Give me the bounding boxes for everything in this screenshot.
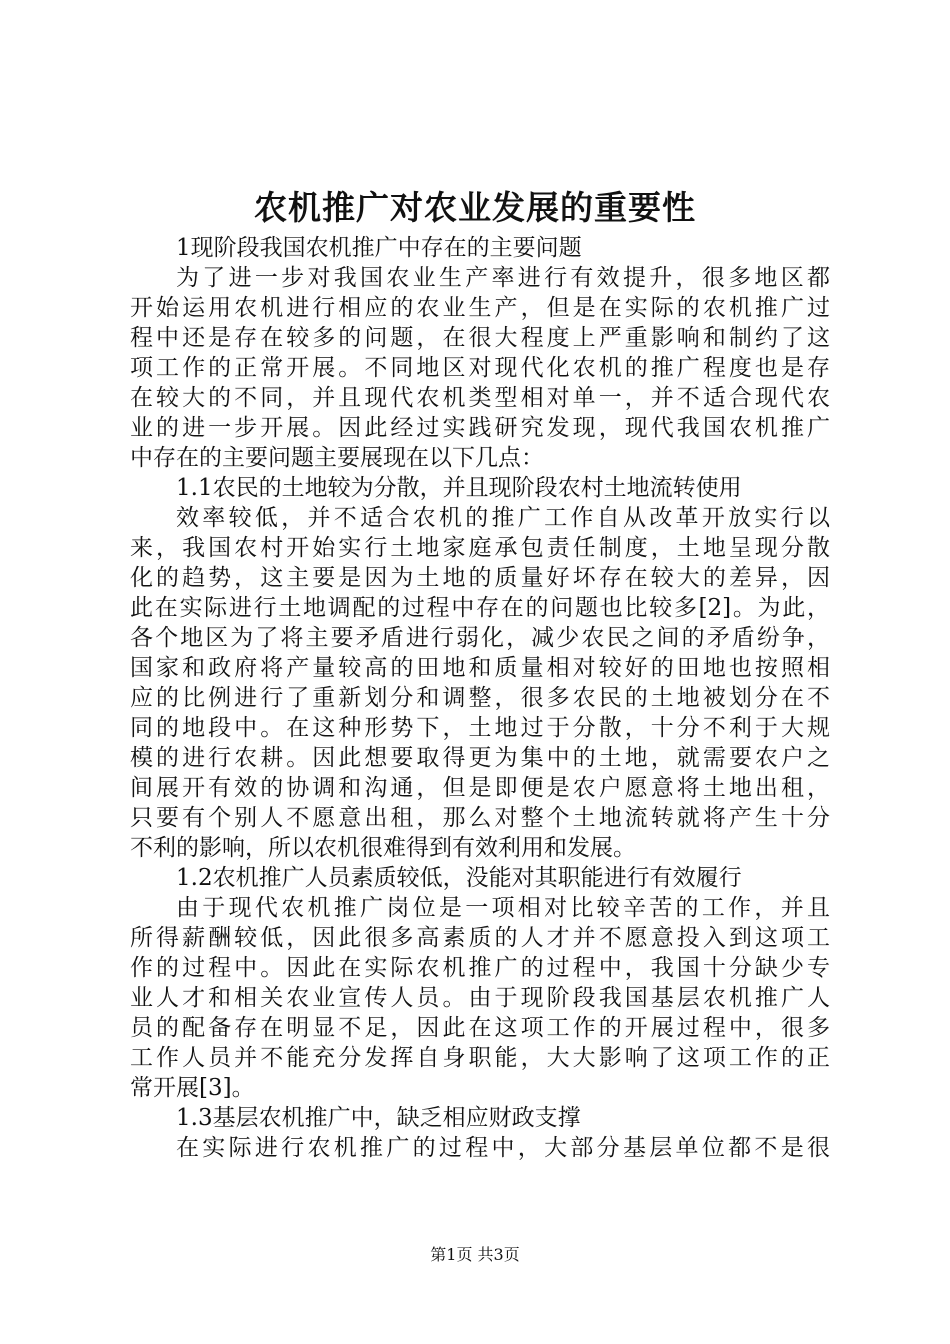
section-heading-line: 1.1农民的土地较为分散，并且现阶段农村土地流转使用 <box>176 475 742 501</box>
paragraph-line: 业人才和相关农业宣传人员。由于现阶段我国基层农机推广人 <box>130 985 830 1011</box>
paragraph-line: 各个地区为了将主要矛盾进行弱化，减少农民之间的矛盾纷争， <box>130 625 830 651</box>
paragraph-line: 为了进一步对我国农业生产率进行有效提升，很多地区都 <box>176 265 830 291</box>
paragraph-line: 化的趋势，这主要是因为土地的质量好坏存在较大的差异，因 <box>130 565 830 591</box>
paragraph-line: 在实际进行农机推广的过程中，大部分基层单位都不是很 <box>176 1135 830 1161</box>
paragraph-line: 应的比例进行了重新划分和调整，很多农民的土地被划分在不 <box>130 685 830 711</box>
paragraph-line: 中存在的主要问题主要展现在以下几点： <box>130 445 544 471</box>
paragraph-line: 工作人员并不能充分发挥自身职能，大大影响了这项工作的正 <box>130 1045 830 1071</box>
paragraph-line: 由于现代农机推广岗位是一项相对比较辛苦的工作，并且 <box>176 895 830 921</box>
paragraph-line: 业的进一步开展。因此经过实践研究发现，现代我国农机推广 <box>130 415 830 441</box>
paragraph-line: 员的配备存在明显不足，因此在这项工作的开展过程中，很多 <box>130 1015 830 1041</box>
page-footer: 第1页 共3页 <box>430 1245 520 1264</box>
paragraph-line: 作的过程中。因此在实际农机推广的过程中，我国十分缺少专 <box>130 955 830 981</box>
paragraph-line: 开始运用农机进行相应的农业生产，但是在实际的农机推广过 <box>130 295 830 321</box>
paragraph-line: 常开展[3]。 <box>130 1075 255 1101</box>
document-body <box>130 233 830 1163</box>
paragraph-line: 效率较低，并不适合农机的推广工作自从改革开放实行以 <box>176 505 830 531</box>
paragraph-line: 模的进行农耕。因此想要取得更为集中的土地，就需要农户之 <box>130 745 830 771</box>
paragraph-line: 在较大的不同，并且现代农机类型相对单一，并不适合现代农 <box>130 385 830 411</box>
paragraph-line: 不利的影响，所以农机很难得到有效利用和发展。 <box>130 835 636 861</box>
paragraph-line: 来，我国农村开始实行土地家庭承包责任制度，土地呈现分散 <box>130 535 830 561</box>
section-heading-line: 1.3基层农机推广中，缺乏相应财政支撑 <box>176 1105 581 1131</box>
paragraph-line: 项工作的正常开展。不同地区对现代化农机的推广程度也是存 <box>130 355 830 381</box>
paragraph-line: 程中还是存在较多的问题，在很大程度上严重影响和制约了这 <box>130 325 830 351</box>
paragraph-line: 只要有个别人不愿意出租，那么对整个土地流转就将产生十分 <box>130 805 830 831</box>
paragraph-line: 间展开有效的协调和沟通，但是即便是农户愿意将土地出租， <box>130 775 830 801</box>
paragraph-line: 所得薪酬较低，因此很多高素质的人才并不愿意投入到这项工 <box>130 925 830 951</box>
paragraph-line: 国家和政府将产量较高的田地和质量相对较好的田地也按照相 <box>130 655 830 681</box>
section-heading-line: 1现阶段我国农机推广中存在的主要问题 <box>176 235 582 261</box>
paragraph-line: 此在实际进行土地调配的过程中存在的问题也比较多[2]。为此， <box>130 595 830 621</box>
section-heading-line: 1.2农机推广人员素质较低，没能对其职能进行有效履行 <box>176 865 742 891</box>
paragraph-line: 同的地段中。在这种形势下，土地过于分散，十分不利于大规 <box>130 715 830 741</box>
document-title: 农机推广对农业发展的重要性 <box>254 188 696 227</box>
